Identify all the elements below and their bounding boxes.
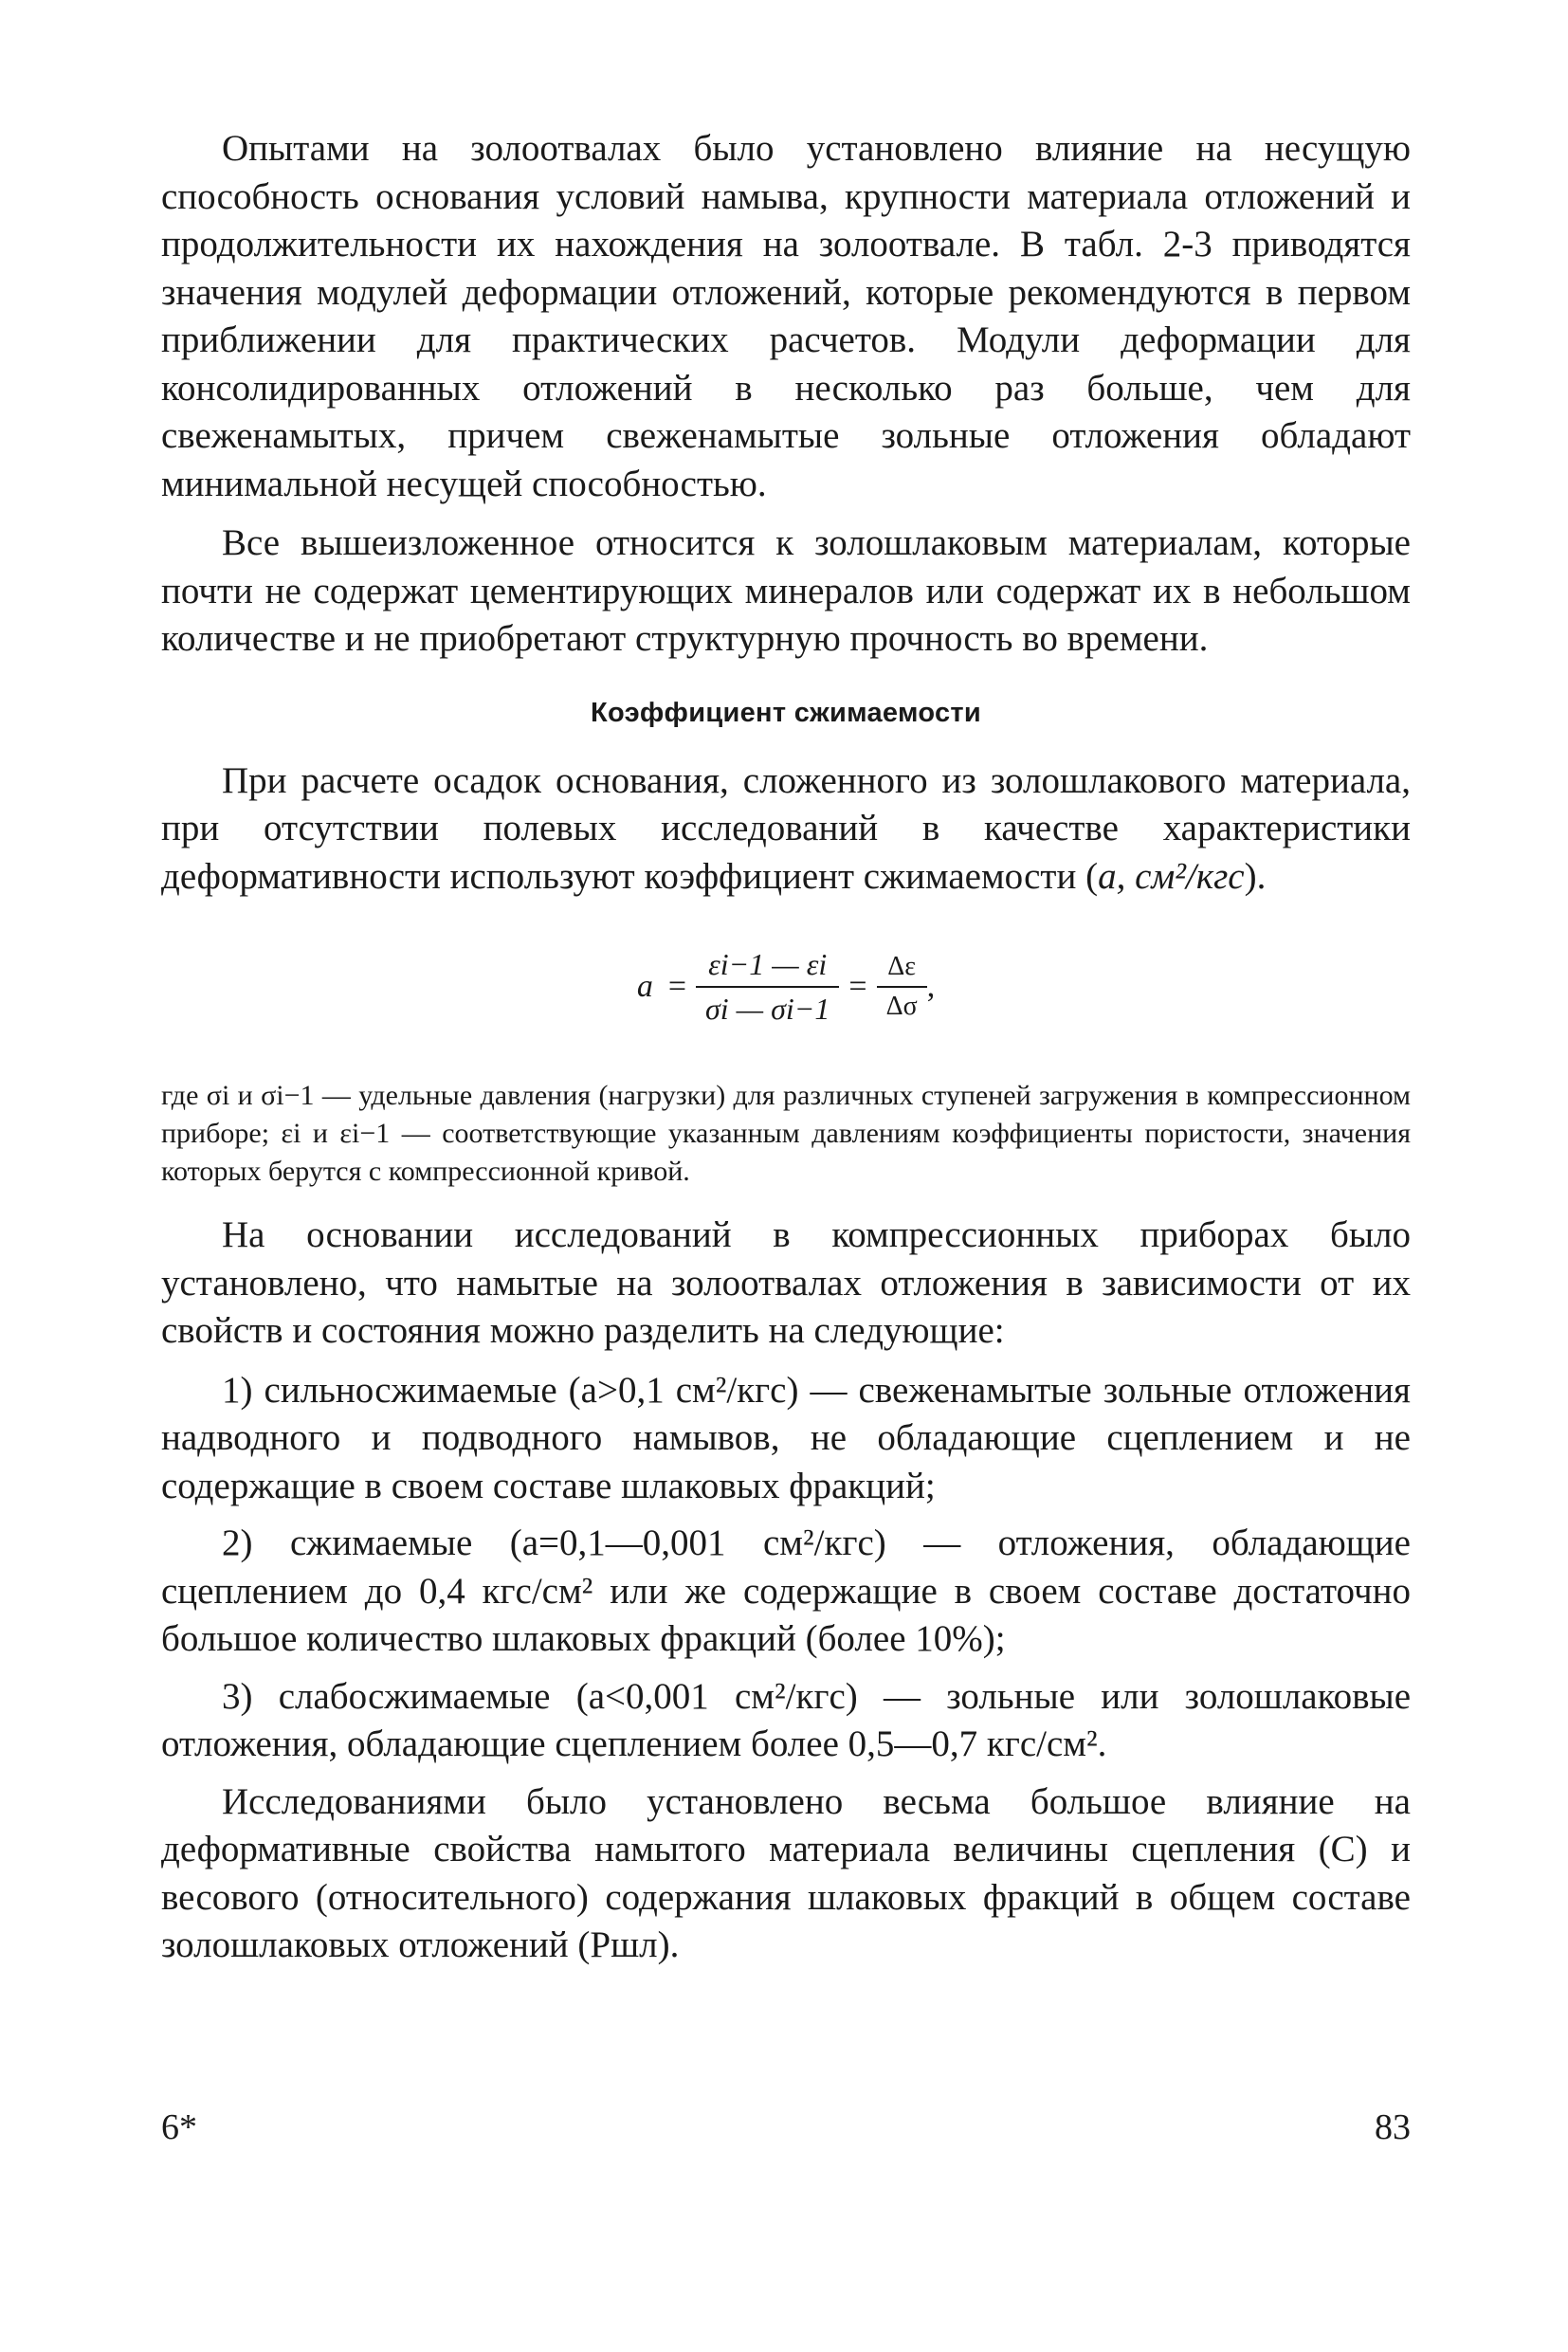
compressibility-unit: a, см²/кгс (1098, 855, 1245, 897)
list-item-3: 3) слабосжимаемые (a<0,001 см²/кгс) — зольные или золошлаковые отложения, обладающие сцеплением более 0,5—0,7 кгс/см². (161, 1675, 1411, 1764)
paragraph-intro: Опытами на золоотвалах было установлено влияние на несущую способность основания условий намыва, крупности материала отложений и продолжительности их нахождения на золоотвале. В табл. 2-3 приводятся значения модулей деформации отложений, которые рекомендуются в первом приближении для практических расчетов. Модули деформации для консолидированных отложений в несколько раз больше, чем для свеженамытых, причем свеженамытые зольные отложения обладают минимальной несущей способностью. (161, 128, 1411, 504)
paragraph-compressibility-end: ). (1244, 855, 1267, 897)
formula-numerator-1: εi−1 — εi (708, 947, 828, 981)
paragraph-compressibility-text: При расчете осадок основания, сложенного из золошлакового материала, при отсутствии полевых исследований в качестве характеристики деформативности используют коэффициент сжимаемости ( (161, 759, 1411, 897)
formula-note: где σi и σi−1 — удельные давления (нагрузки) для различных ступеней загружения в компрессионном приборе; εi и εi−1 — соответствующие указанным давлениям коэффициенты пористости, значения которых берутся с компрессионной кривой. (161, 1080, 1411, 1187)
formula-comma: , (926, 969, 936, 1004)
list-item-2: 2) сжимаемые (a=0,1—0,001 см²/кгс) — отложения, обладающие сцеплением до 0,4 кгс/см² или же содержащие в своем составе достаточно большое количество шлаковых фракций (более 10%); (161, 1522, 1411, 1659)
formula-equals-1: = (667, 969, 686, 1004)
list-item-1: 1) сильносжимаемые (a>0,1 см²/кгс) — свеженамытые зольные отложения надводного и подводного намывов, не обладающие сцеплением и не содержащие в своем составе шлаковых фракций; (161, 1369, 1411, 1506)
formula-fraction-main (696, 947, 839, 1027)
section-heading: Коэффициент сжимаемости (590, 697, 982, 728)
paragraph-conclusion: Исследованиями было установлено весьма большое влияние на деформативные свойства намытого материала величины сцепления (C) и весового (относительного) содержания шлаковых фракций в общем составе золошлаковых отложений (Pшл). (161, 1780, 1411, 1965)
compressibility-formula (161, 925, 1411, 1048)
page-body (161, 125, 1411, 1981)
formula-lhs: a (636, 969, 653, 1004)
page-footer (161, 2106, 1411, 2148)
formula-denominator-1: σi — σi−1 (705, 992, 830, 1026)
paragraph-classification: На основании исследований в компрессионных приборах было установлено, что намытые на золоотвалах отложения в зависимости от их свойств и состояния можно разделить на следующие: (161, 1214, 1411, 1351)
paragraph-materials: Все вышеизложенное относится к золошлаковым материалам, которые почти не содержат цементирующих минералов или содержат их в небольшом количестве и не приобретают структурную прочность во времени. (161, 522, 1411, 659)
paragraph-compressibility (161, 757, 1411, 902)
formula-fraction-delta (877, 952, 927, 1022)
signature-mark: 6* (161, 2107, 197, 2147)
formula-numerator-2: Δε (887, 952, 917, 981)
formula-equals-2: = (848, 969, 867, 1004)
page-number: 83 (1375, 2107, 1411, 2147)
formula-denominator-2: Δσ (885, 992, 918, 1021)
